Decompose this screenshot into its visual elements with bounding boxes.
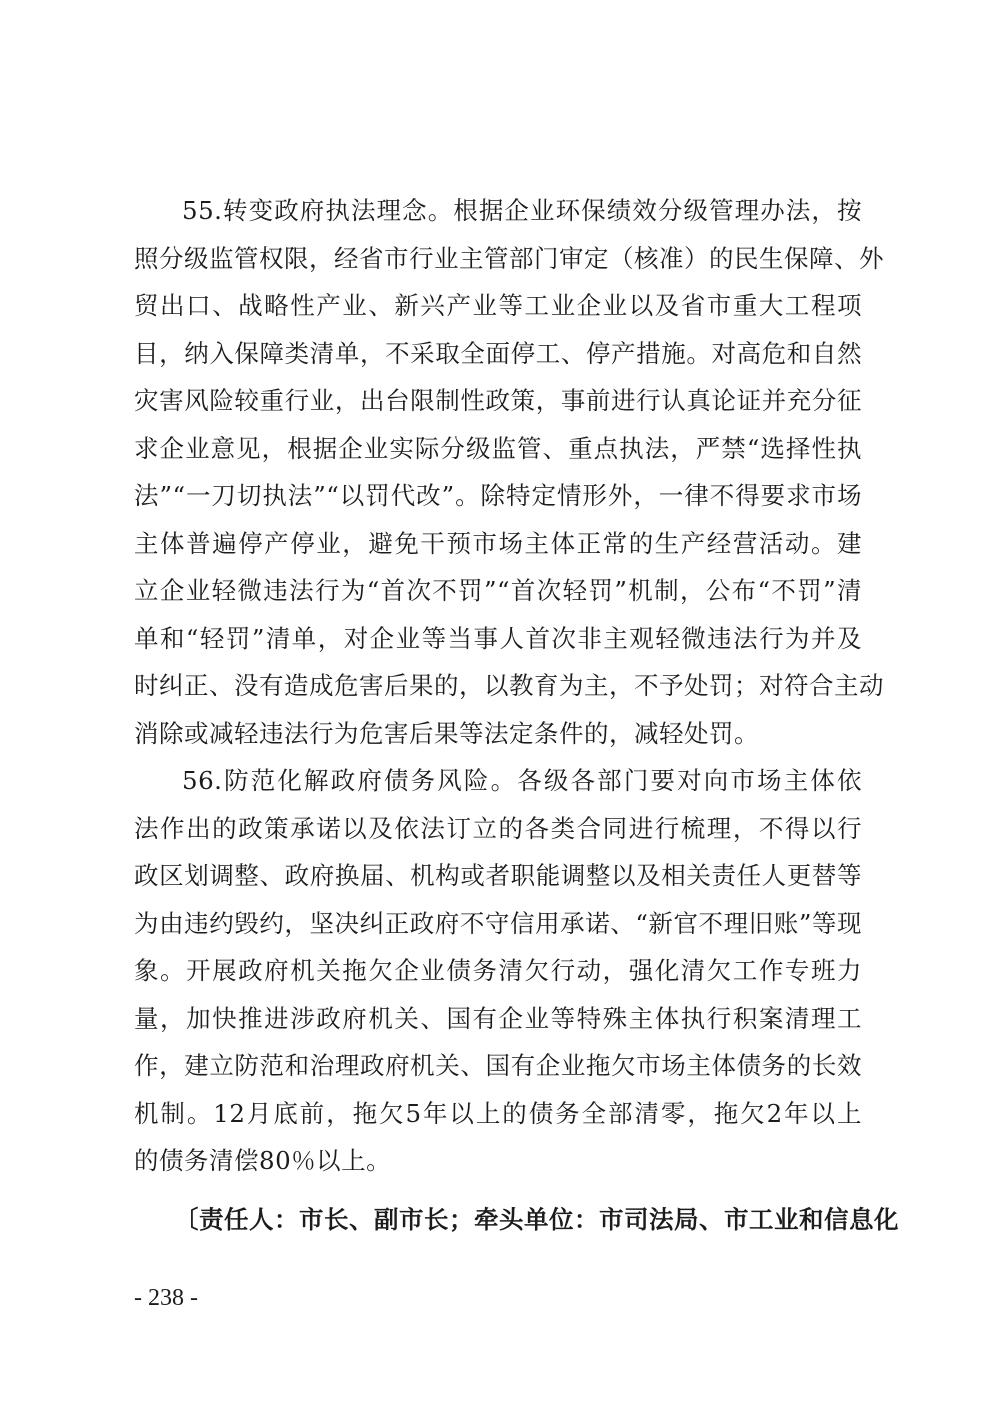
paragraph-line: 机制。12月底前，拖欠5年以上的债务全部清零，拖欠2年以上	[134, 1099, 862, 1128]
paragraph-line: 时纠正、没有造成危害后果的，以教育为主，不予处罚；对符合主动	[134, 671, 884, 700]
paragraph-line: 作，建立防范和治理政府机关、国有企业拖欠市场主体债务的长效	[134, 1051, 862, 1080]
paragraph-line: 为由违约毁约，坚决纠正政府不守信用承诺、“新官不理旧账”等现	[134, 909, 862, 938]
paragraph-line: 的债务清偿80％以上。	[134, 1146, 392, 1175]
paragraph-line: 灾害风险较重行业，出台限制性政策，事前进行认真论证并充分征	[134, 386, 862, 415]
paragraph-line: 量，加快推进涉政府机关、国有企业等特殊主体执行积案清理工	[134, 1004, 862, 1033]
paragraph-line: 象。开展政府机关拖欠企业债务清欠行动，强化清欠工作专班力	[134, 956, 862, 985]
paragraph-line: 主体普遍停产停业，避免干预市场主体正常的生产经营活动。建	[134, 529, 862, 558]
responsibility-line: 〔责任人：市长、副市长；牵头单位：市司法局、市工业和信息化	[174, 1205, 899, 1234]
paragraph-line: 法作出的政策承诺以及依法订立的各类合同进行梳理，不得以行	[134, 814, 862, 843]
paragraph-line: 56.防范化解政府债务风险。各级各部门要对向市场主体依	[182, 766, 862, 795]
paragraph-line: 照分级监管权限，经省市行业主管部门审定（核准）的民生保障、外	[134, 244, 884, 273]
paragraph-line: 求企业意见，根据企业实际分级监管、重点执法，严禁“选择性执	[134, 434, 862, 463]
paragraph-line: 立企业轻微违法行为“首次不罚”“首次轻罚”机制，公布“不罚”清	[134, 576, 862, 605]
paragraph-line: 贸出口、战略性产业、新兴产业等工业企业以及省市重大工程项	[134, 291, 862, 320]
paragraph-line: 法”“一刀切执法”“以罚代改”。除特定情形外，一律不得要求市场	[134, 481, 862, 510]
paragraph-line: 55.转变政府执法理念。根据企业环保绩效分级管理办法，按	[182, 196, 862, 225]
paragraph-line: 单和“轻罚”清单，对企业等当事人首次非主观轻微违法行为并及	[134, 624, 862, 653]
page-number: - 238 -	[134, 1285, 198, 1311]
paragraph-line: 消除或减轻违法行为危害后果等法定条件的，减轻处罚。	[134, 719, 759, 748]
paragraph-line: 目，纳入保障类清单，不采取全面停工、停产措施。对高危和自然	[134, 339, 862, 368]
paragraph-line: 政区划调整、政府换届、机构或者职能调整以及相关责任人更替等	[134, 861, 862, 890]
